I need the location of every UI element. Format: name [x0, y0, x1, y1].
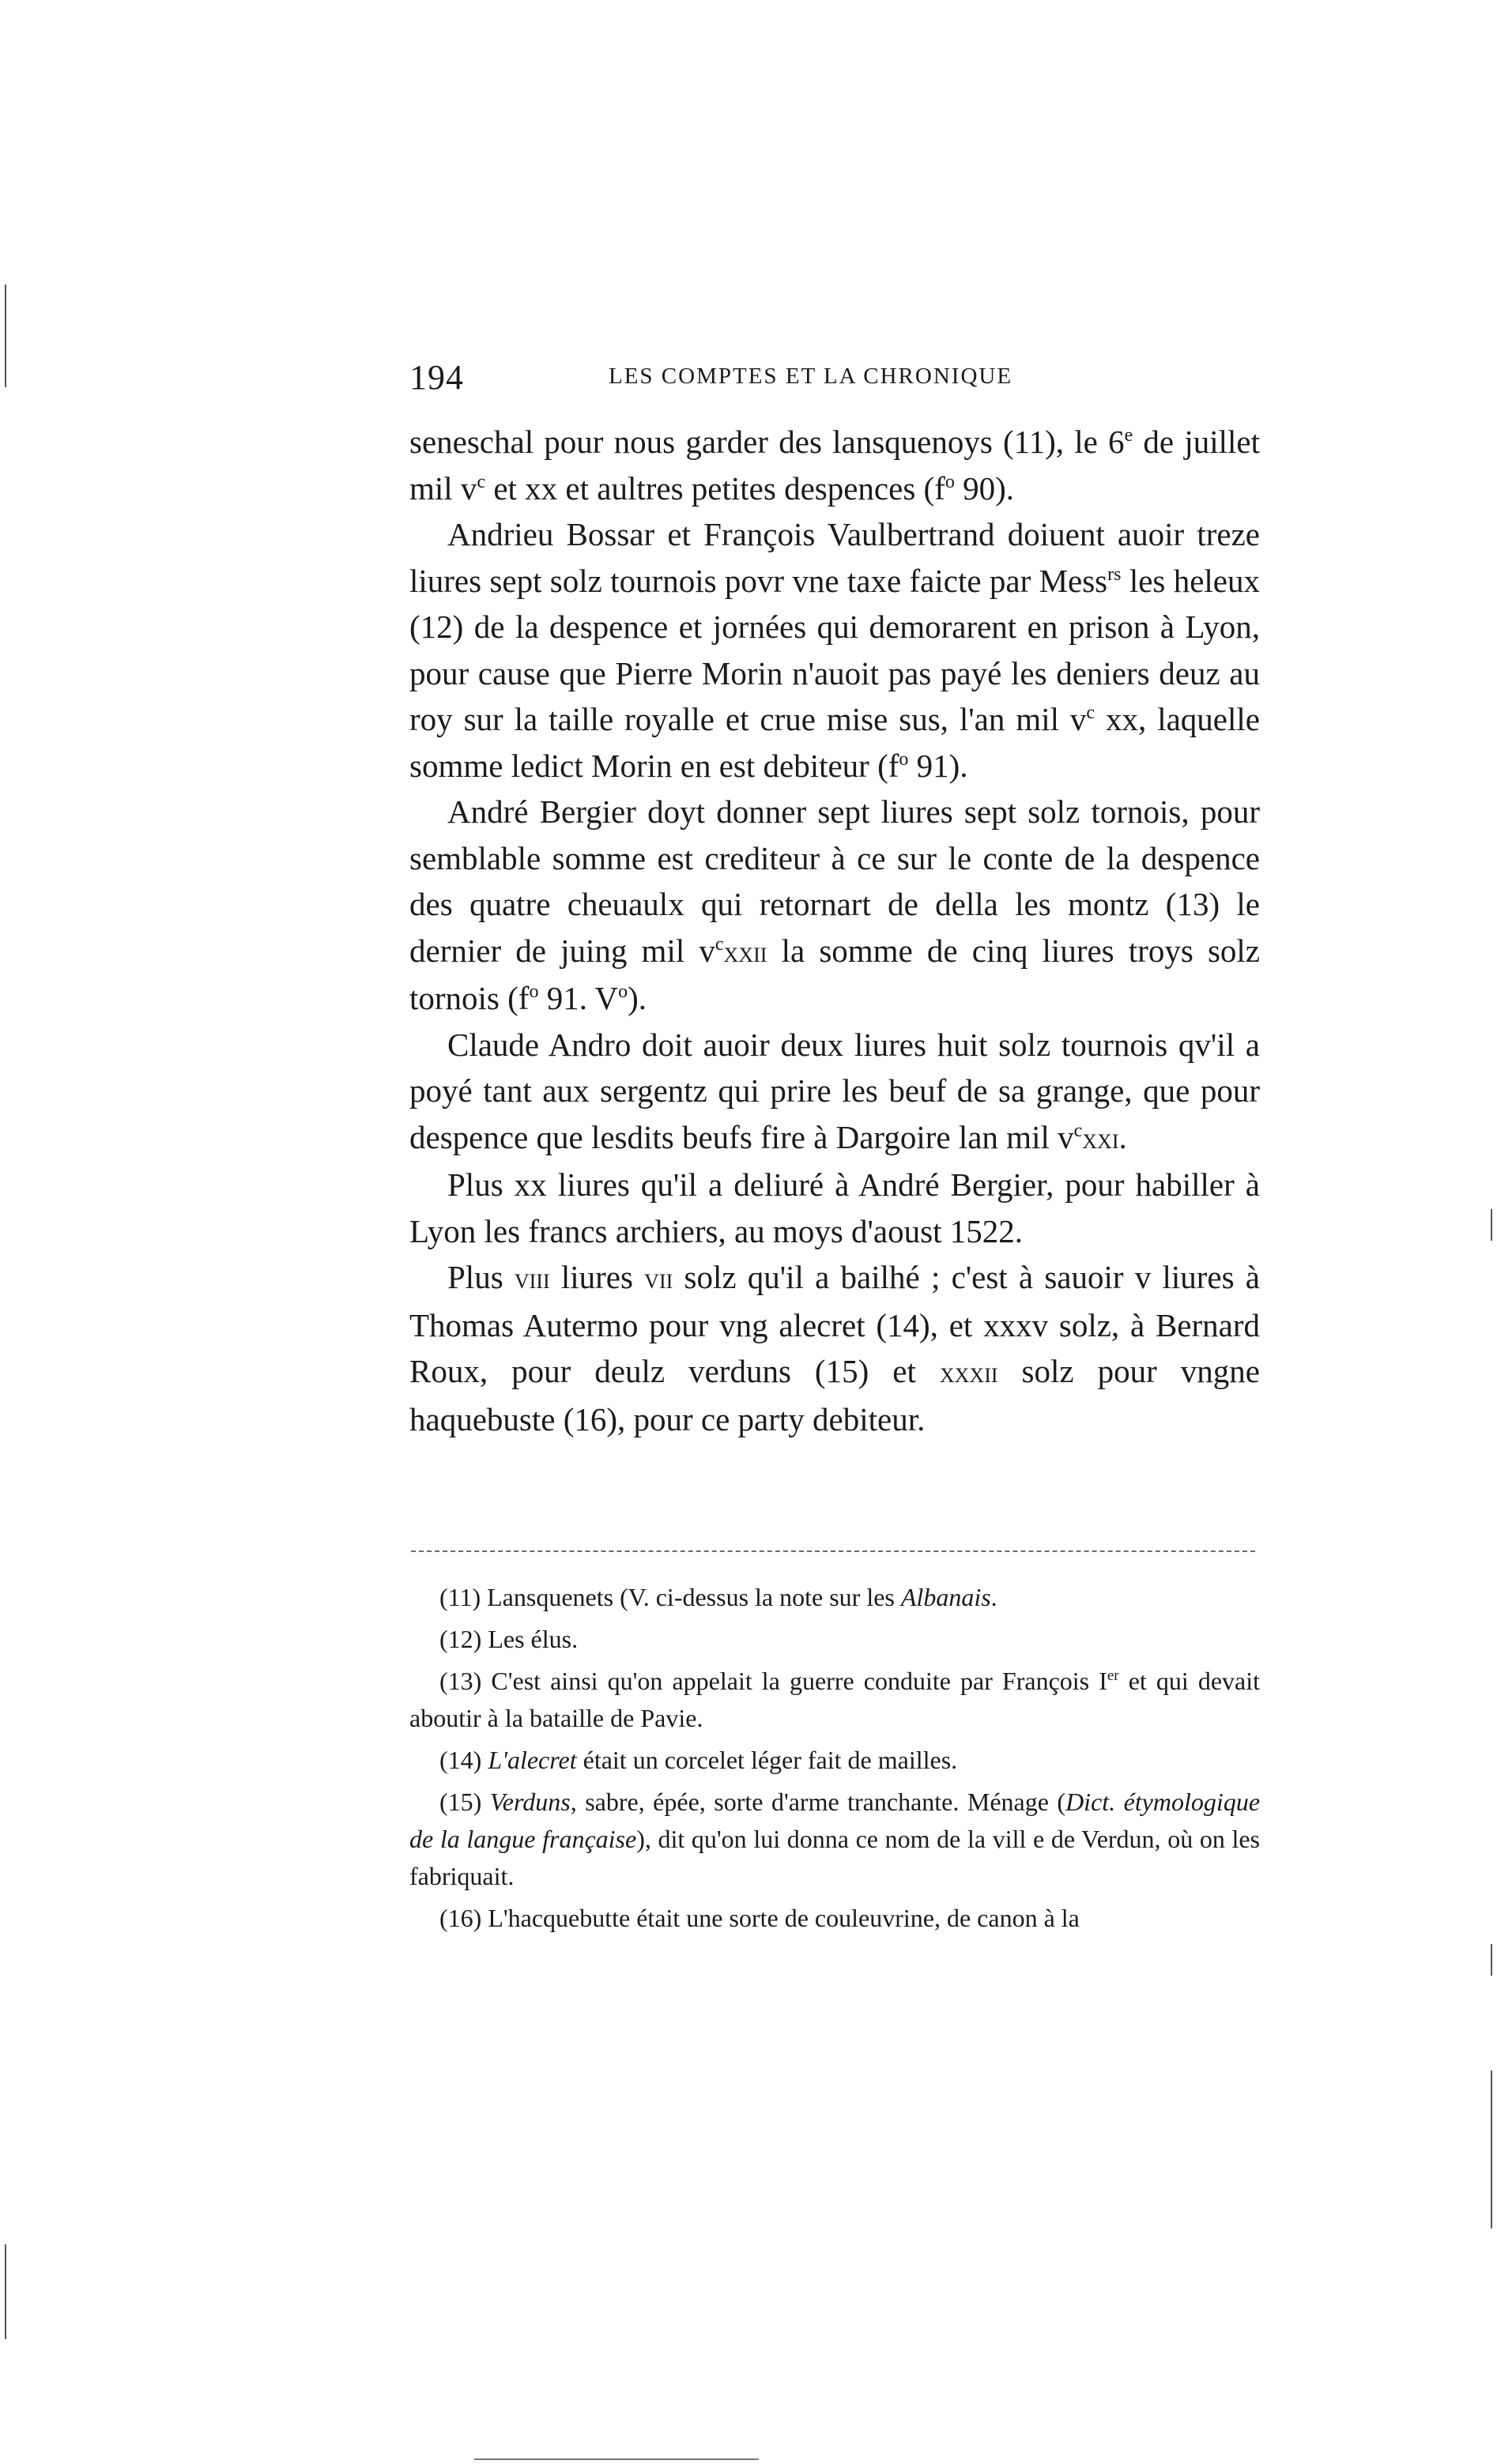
- footnote: (16) L'hacquebutte était une sorte de couleuvrine, de canon à la: [439, 1904, 1080, 1932]
- scan-margin-mark: [1491, 1209, 1492, 1241]
- footnote: (11) Lansquenets (V. ci-dessus la note sur les Albanais.: [439, 1583, 997, 1611]
- scan-margin-mark: [1491, 1944, 1492, 1976]
- footnote: (12) Les élus.: [439, 1625, 579, 1653]
- footnote: (14) L'alecret était un corcelet léger fait de mailles.: [439, 1746, 958, 1774]
- running-head: [409, 357, 1260, 401]
- paragraph: Plus xx liures qu'il a deliuré à André Bergier, pour habiller à Lyon les francs archiers, au moys d'aoust 1522.: [409, 1166, 1260, 1249]
- scan-margin-mark: [5, 2244, 6, 2339]
- footnotes: [409, 1579, 1260, 1942]
- paragraph: Andrieu Bossar et François Vaulbertrand doiuent auoir treze liures sept solz tournois povr vne taxe faicte par Mess$^{rs}$ les heleux (12) de la despence et jornées qui demorarent en prison à Lyon, pour cause que Pierre Morin n'auoit pas payé les deniers deuz au roy sur la taille royalle et crue mise sus, l'an mil $v^c$ xx, laquelle somme ledict Morin en est debiteur ($f^o$ 91).: [409, 516, 1260, 784]
- paragraph: André Bergier doyt donner sept liures sept solz tornois, pour semblable somme est crediteur à ce sur le conte de la despence des quatre cheuaulx qui retornart de della les montz (13) le dernier de juing mil $v^cxxii$ la somme de cinq liures troys solz tornois ($f^o$ 91. $V^o$).: [409, 793, 1260, 1016]
- footnote-separator: [411, 1550, 1255, 1552]
- page-number: 194: [409, 358, 464, 397]
- footnote: (15) Verduns, sabre, épée, sorte d'arme tranchante. Ménage (Dict. étymologique de la langue française), dit qu'on lui donna ce nom de la vill e de Verdun, où on les fabriquait.: [409, 1788, 1261, 1890]
- scan-margin-mark: [1491, 2070, 1492, 2229]
- paragraph: Claude Andro doit auoir deux liures huit solz tournois qv'il a poyé tant aux sergentz qui prire les beuf de sa grange, que pour despence que lesdits beufs fire à Dargoire lan mil $v^cxxi$.: [409, 1026, 1260, 1155]
- scan-margin-mark: [5, 284, 6, 387]
- paragraph: seneschal pour nous garder des lansquenoys (11), le 6e de juillet mil $v^c$ et xx et aultres petites despences ($f^o$ 90).: [409, 424, 1260, 507]
- body-text: [409, 419, 1260, 1442]
- scan-bottom-edge: [474, 2458, 759, 2460]
- footnote: (13) C'est ainsi qu'on appelait la guerre conduite par François Ier et qui devait aboutir à la bataille de Pavie.: [409, 1667, 1261, 1732]
- running-title: LES COMPTES ET LA CHRONIQUE: [609, 364, 1013, 389]
- paragraph: Plus viii liures vii solz qu'il a bailhé ; c'est à sauoir v liures à Thomas Autermo pour vng alecret (14), et xxxv solz, à Bernard Roux, pour deulz verduns (15) et xxxii solz pour vngne haquebuste (16), pour ce party debiteur.: [409, 1259, 1260, 1437]
